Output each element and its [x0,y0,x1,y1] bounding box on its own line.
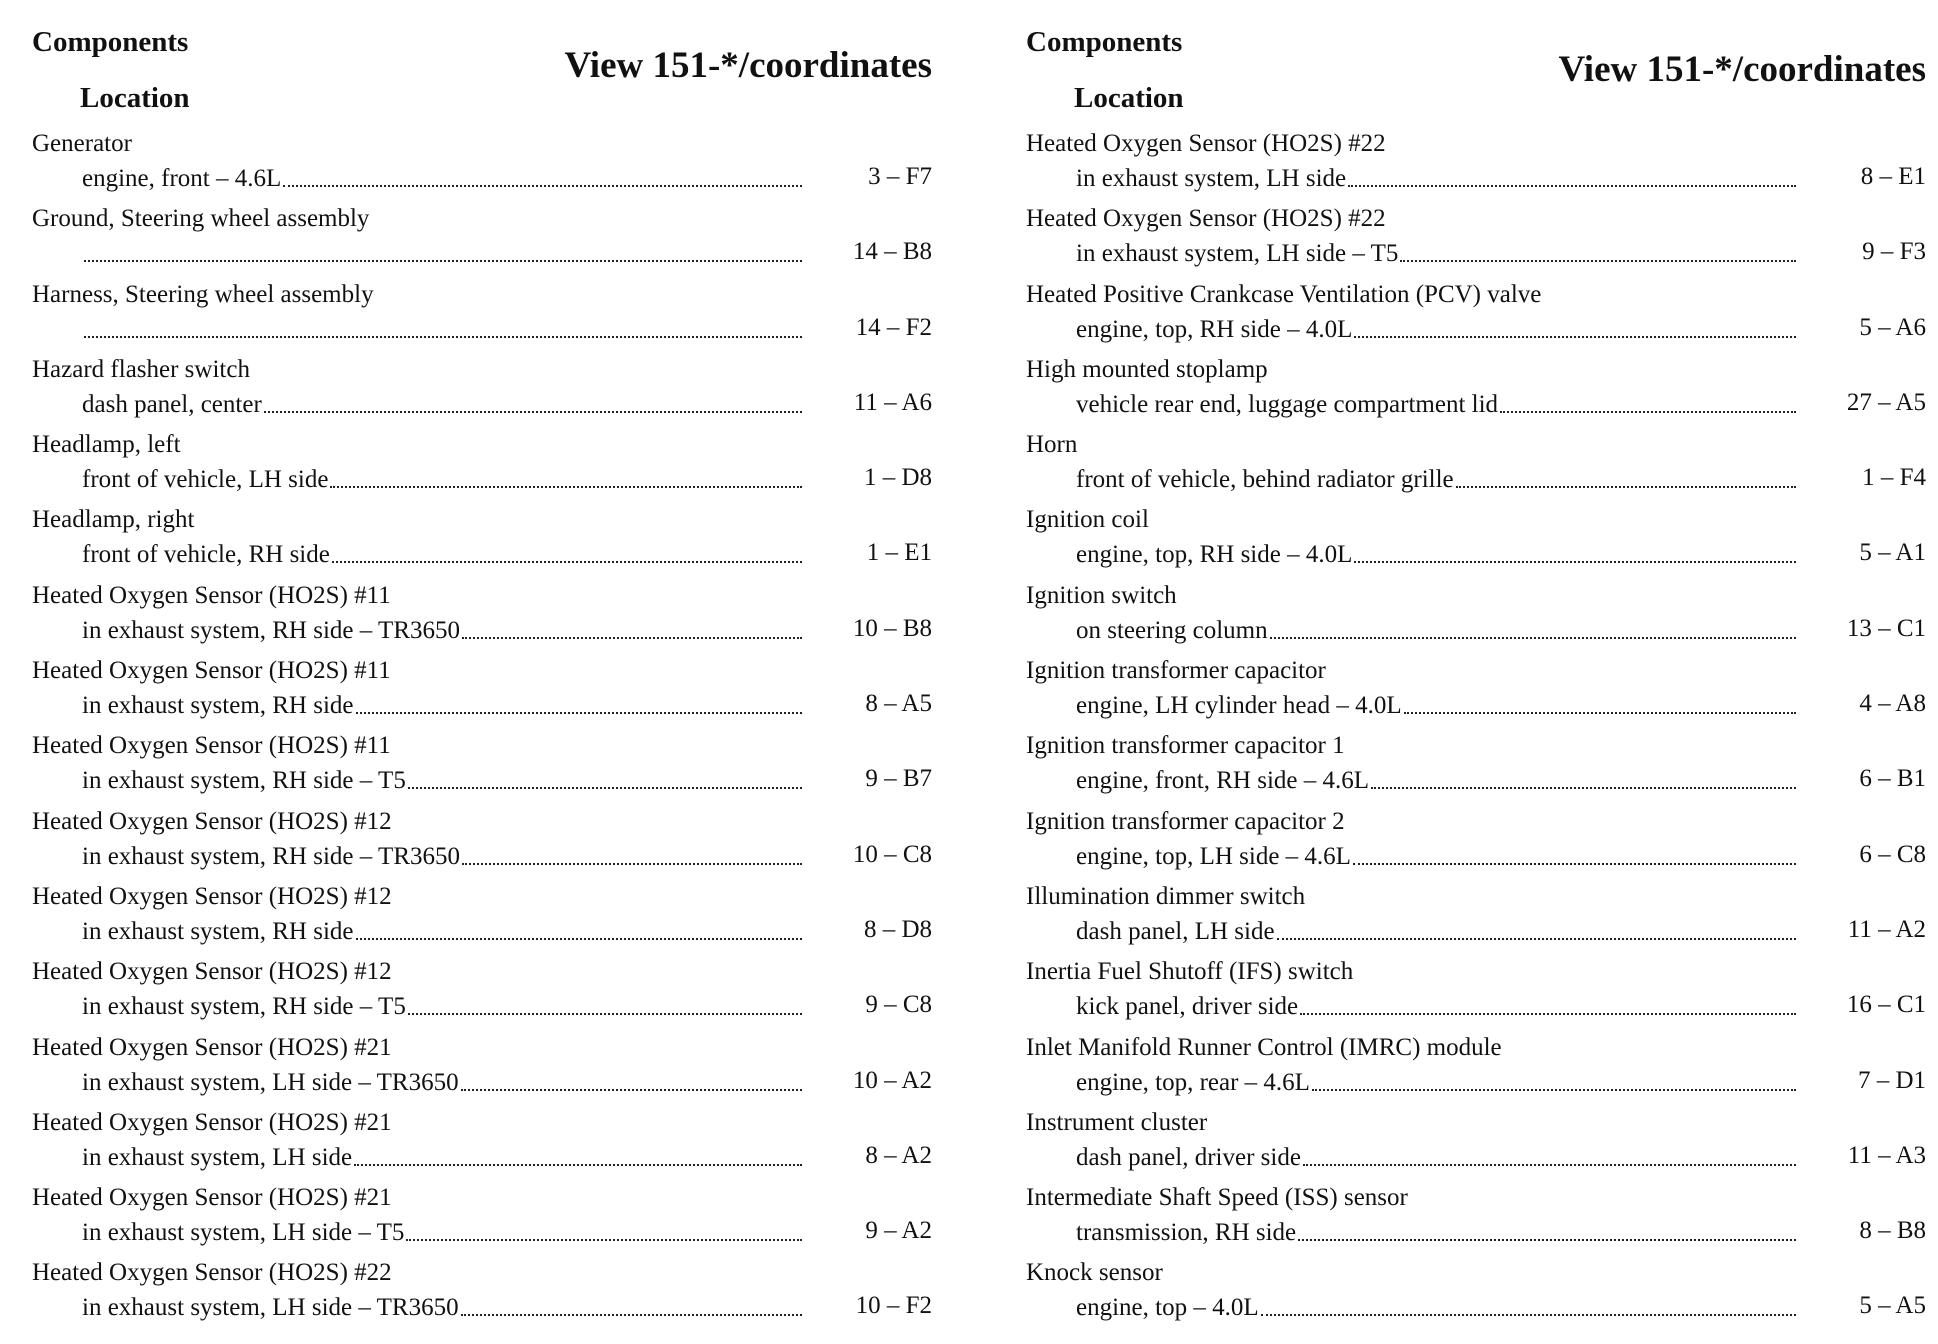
component-name: Instrument cluster [1026,1108,1208,1136]
location-line [82,1067,802,1097]
view-coordinate: 11 – A6 [853,388,932,416]
component-entry [32,203,932,278]
component-name: Horn [1026,431,1078,459]
component-name: Heated Oxygen Sensor (HO2S) #11 [32,581,391,609]
dot-leader [408,1012,802,1015]
dot-leader [462,636,802,639]
location-line [82,539,802,569]
dot-leader [1298,1238,1796,1241]
view-coordinate: 10 – F2 [855,1292,932,1320]
view-coordinate: 14 – B8 [852,238,932,266]
location-line [82,991,802,1021]
view-coordinate: 5 – A5 [1859,1292,1926,1320]
dot-leader [1277,937,1796,940]
component-name: High mounted stoplamp [1026,355,1268,383]
component-entry [1026,881,1926,956]
component-name: Heated Oxygen Sensor (HO2S) #22 [32,1259,392,1287]
dot-leader [1348,184,1796,187]
dot-leader [330,485,802,488]
component-location: engine, front – 4.6L [82,165,282,192]
component-name: Heated Oxygen Sensor (HO2S) #12 [32,882,392,910]
component-entry [32,580,932,655]
component-location: in exhaust system, LH side – TR3650 [82,1068,459,1096]
location-line [82,464,802,494]
component-location: in exhaust system, LH side – T5 [82,1219,405,1247]
component-location: engine, top, LH side – 4.6L [1076,842,1351,870]
component-location: engine, LH cylinder head – 4.0L [1076,692,1402,720]
component-name: Ignition switch [1026,581,1177,609]
location-line [1076,389,1796,419]
component-location: dash panel, center [82,390,262,418]
view-coordinate: 1 – E1 [866,539,932,567]
location-line [1076,991,1796,1021]
view-coordinate: 4 – A8 [1859,690,1926,718]
view-coordinate: 8 – E1 [1860,163,1926,190]
view-coordinates-heading: View 151-*/coordinates [1558,49,1926,90]
dot-leader [462,862,802,865]
component-entry [1026,1107,1926,1182]
location-line [1076,690,1796,720]
location-line [1076,1217,1796,1247]
component-entry [1026,730,1926,805]
component-location: in exhaust system, LH side [82,1143,353,1171]
dot-leader [1354,560,1796,563]
component-name: Generator [32,130,132,157]
location-line [1076,539,1796,569]
entry-list [32,128,932,1333]
location-line [1076,1067,1796,1097]
location-line [1076,1292,1796,1322]
view-coordinate: 11 – A3 [1847,1141,1926,1169]
view-coordinate: 8 – B8 [1859,1217,1926,1245]
view-coordinate: 1 – D8 [863,464,932,492]
component-location: dash panel, LH side [1076,917,1275,945]
view-coordinate: 14 – F2 [855,313,932,341]
component-location: in exhaust system, LH side – T5 [1076,240,1399,268]
dot-leader [332,560,802,563]
location-heading: Location [80,82,190,114]
location-line [1076,163,1796,193]
component-name: Ignition coil [1026,506,1149,534]
component-location: engine, top, RH side – 4.0L [1076,541,1353,569]
component-location: vehicle rear end, luggage compartment lid [1076,390,1499,418]
location-line [82,841,802,871]
component-entry [1026,1032,1926,1107]
location-line [82,1292,802,1322]
view-coordinate: 8 – D8 [863,915,932,943]
component-location: in exhaust system, RH side [82,917,354,945]
view-coordinate: 7 – D1 [1857,1066,1926,1094]
component-entry [32,1257,932,1332]
component-location: engine, top – 4.0L [1076,1294,1259,1322]
dot-leader [1300,1012,1796,1015]
view-coordinate: 1 – F4 [1862,464,1926,492]
view-coordinate: 9 – A2 [865,1217,932,1245]
component-entry [1026,354,1926,429]
dot-leader [1371,786,1796,789]
component-entry [1026,806,1926,881]
component-name: Ignition transformer capacitor 2 [1026,807,1345,835]
location-line [82,690,802,720]
location-line [1076,1142,1796,1172]
component-name: Harness, Steering wheel assembly [32,280,374,308]
component-location: in exhaust system, RH side – TR3650 [82,842,461,870]
component-entry [32,881,932,956]
dot-leader [461,1088,802,1091]
right-column [1026,0,1926,1344]
location-line [82,163,802,193]
component-name: Heated Oxygen Sensor (HO2S) #11 [32,657,391,685]
dot-leader [283,184,802,187]
dot-leader [1404,711,1796,714]
view-coordinate: 8 – A2 [865,1141,932,1169]
dot-leader [84,259,802,262]
dot-leader [356,937,802,940]
component-name: Intermediate Shaft Speed (ISS) sensor [1026,1184,1408,1212]
entry-list [1026,128,1926,1333]
left-column [32,0,932,1344]
dot-leader [1456,485,1796,488]
dot-leader [1312,1088,1796,1091]
component-location: transmission, RH side [1076,1219,1297,1247]
dot-leader [354,1163,802,1166]
view-coordinate: 5 – A1 [1859,539,1926,567]
component-name: Heated Oxygen Sensor (HO2S) #12 [32,807,392,835]
dot-leader [1261,1313,1796,1316]
component-location: in exhaust system, RH side – T5 [82,767,406,795]
location-line [1076,238,1796,268]
location-line [82,389,802,419]
dot-leader [1400,259,1796,262]
component-name: Ignition transformer capacitor [1026,657,1326,685]
view-coordinate: 3 – F7 [868,163,932,190]
component-location: in exhaust system, LH side – TR3650 [82,1294,459,1322]
component-location: dash panel, driver side [1076,1143,1301,1171]
component-name: Heated Oxygen Sensor (HO2S) #21 [32,1108,392,1136]
view-coordinate: 5 – A6 [1859,313,1926,341]
location-line [82,1142,802,1172]
view-coordinates-heading: View 151-*/coordinates [564,45,932,86]
component-entry [32,655,932,730]
view-coordinate: 10 – B8 [852,614,932,642]
component-location: front of vehicle, LH side [82,466,329,494]
component-entry [1026,956,1926,1031]
component-entry [32,956,932,1031]
location-line [1076,615,1796,645]
component-name: Heated Oxygen Sensor (HO2S) #11 [32,732,391,760]
component-location: in exhaust system, RH side – TR3650 [82,616,461,644]
location-line [1076,464,1796,494]
location-heading: Location [1074,82,1184,114]
component-entry [1026,203,1926,278]
view-coordinate: 27 – A5 [1846,388,1926,416]
dot-leader [1353,862,1796,865]
components-heading: Components [1026,26,1183,58]
component-name: Heated Oxygen Sensor (HO2S) #12 [32,958,392,986]
component-entry [1026,655,1926,730]
location-line [82,765,802,795]
component-entry [1026,279,1926,354]
component-location: front of vehicle, RH side [82,541,330,569]
view-coordinate: 10 – C8 [852,840,932,868]
view-coordinate: 9 – F3 [1862,238,1926,266]
component-name: Headlamp, left [32,431,181,459]
component-entry [1026,1182,1926,1257]
components-heading: Components [32,26,189,58]
dot-leader [1303,1163,1796,1166]
component-entry [32,1032,932,1107]
view-coordinate: 6 – C8 [1859,840,1926,868]
location-line [1076,916,1796,946]
location-line [1076,765,1796,795]
component-entry [1026,504,1926,579]
view-coordinate: 13 – C1 [1846,614,1926,642]
location-line [1076,841,1796,871]
component-entry [32,354,932,429]
location-line [1076,314,1796,344]
location-line [82,314,802,344]
view-coordinate: 8 – A5 [865,690,932,718]
component-location: in exhaust system, RH side [82,692,354,720]
location-line [82,615,802,645]
component-entry [32,730,932,805]
dot-leader [1270,636,1796,639]
component-entry [1026,429,1926,504]
location-line [82,238,802,268]
dot-leader [406,1238,802,1241]
dot-leader [461,1313,802,1316]
component-entry [1026,580,1926,655]
component-location: engine, top, rear – 4.6L [1076,1068,1310,1096]
column-header [32,0,932,128]
dot-leader [1354,335,1796,338]
view-coordinate: 9 – C8 [865,991,932,1019]
component-name: Heated Oxygen Sensor (HO2S) #22 [1026,205,1386,233]
component-entry [1026,1257,1926,1332]
component-entry [32,806,932,881]
component-entry [32,128,932,203]
component-name: Heated Oxygen Sensor (HO2S) #21 [32,1033,392,1061]
dot-leader [1500,410,1796,413]
component-name: Heated Oxygen Sensor (HO2S) #21 [32,1184,392,1212]
component-name: Inlet Manifold Runner Control (IMRC) module [1026,1033,1502,1061]
component-location: front of vehicle, behind radiator grille [1076,466,1454,494]
component-entry [32,279,932,354]
component-entry [32,1182,932,1257]
view-coordinate: 11 – A2 [1847,915,1926,943]
component-location: in exhaust system, RH side – T5 [82,993,406,1021]
component-location: engine, top, RH side – 4.0L [1076,315,1353,343]
view-coordinate: 16 – C1 [1846,991,1926,1019]
dot-leader [356,711,802,714]
component-name: Knock sensor [1026,1259,1163,1287]
dot-leader [264,410,802,413]
location-line [82,916,802,946]
view-coordinate: 10 – A2 [852,1066,932,1094]
component-name: Illumination dimmer switch [1026,882,1306,910]
component-name: Hazard flasher switch [32,355,250,383]
dot-leader [408,786,802,789]
location-line [82,1217,802,1247]
component-location: in exhaust system, LH side [1076,165,1347,192]
component-name: Heated Positive Crankcase Ventilation (PCV) valve [1026,280,1542,308]
component-location: on steering column [1076,616,1268,644]
view-coordinate: 6 – B1 [1859,765,1926,793]
dot-leader [84,335,802,338]
component-name: Headlamp, right [32,506,195,534]
component-entry [1026,128,1926,203]
component-name: Heated Oxygen Sensor (HO2S) #22 [1026,130,1386,157]
view-coordinate: 9 – B7 [865,765,932,793]
component-entry [32,504,932,579]
component-entry [32,429,932,504]
column-header [1026,0,1926,128]
component-name: Ignition transformer capacitor 1 [1026,732,1345,760]
component-location: engine, front, RH side – 4.6L [1076,767,1370,795]
component-entry [32,1107,932,1182]
component-name: Ground, Steering wheel assembly [32,205,370,233]
component-name: Inertia Fuel Shutoff (IFS) switch [1026,958,1354,986]
component-location: kick panel, driver side [1076,993,1299,1021]
